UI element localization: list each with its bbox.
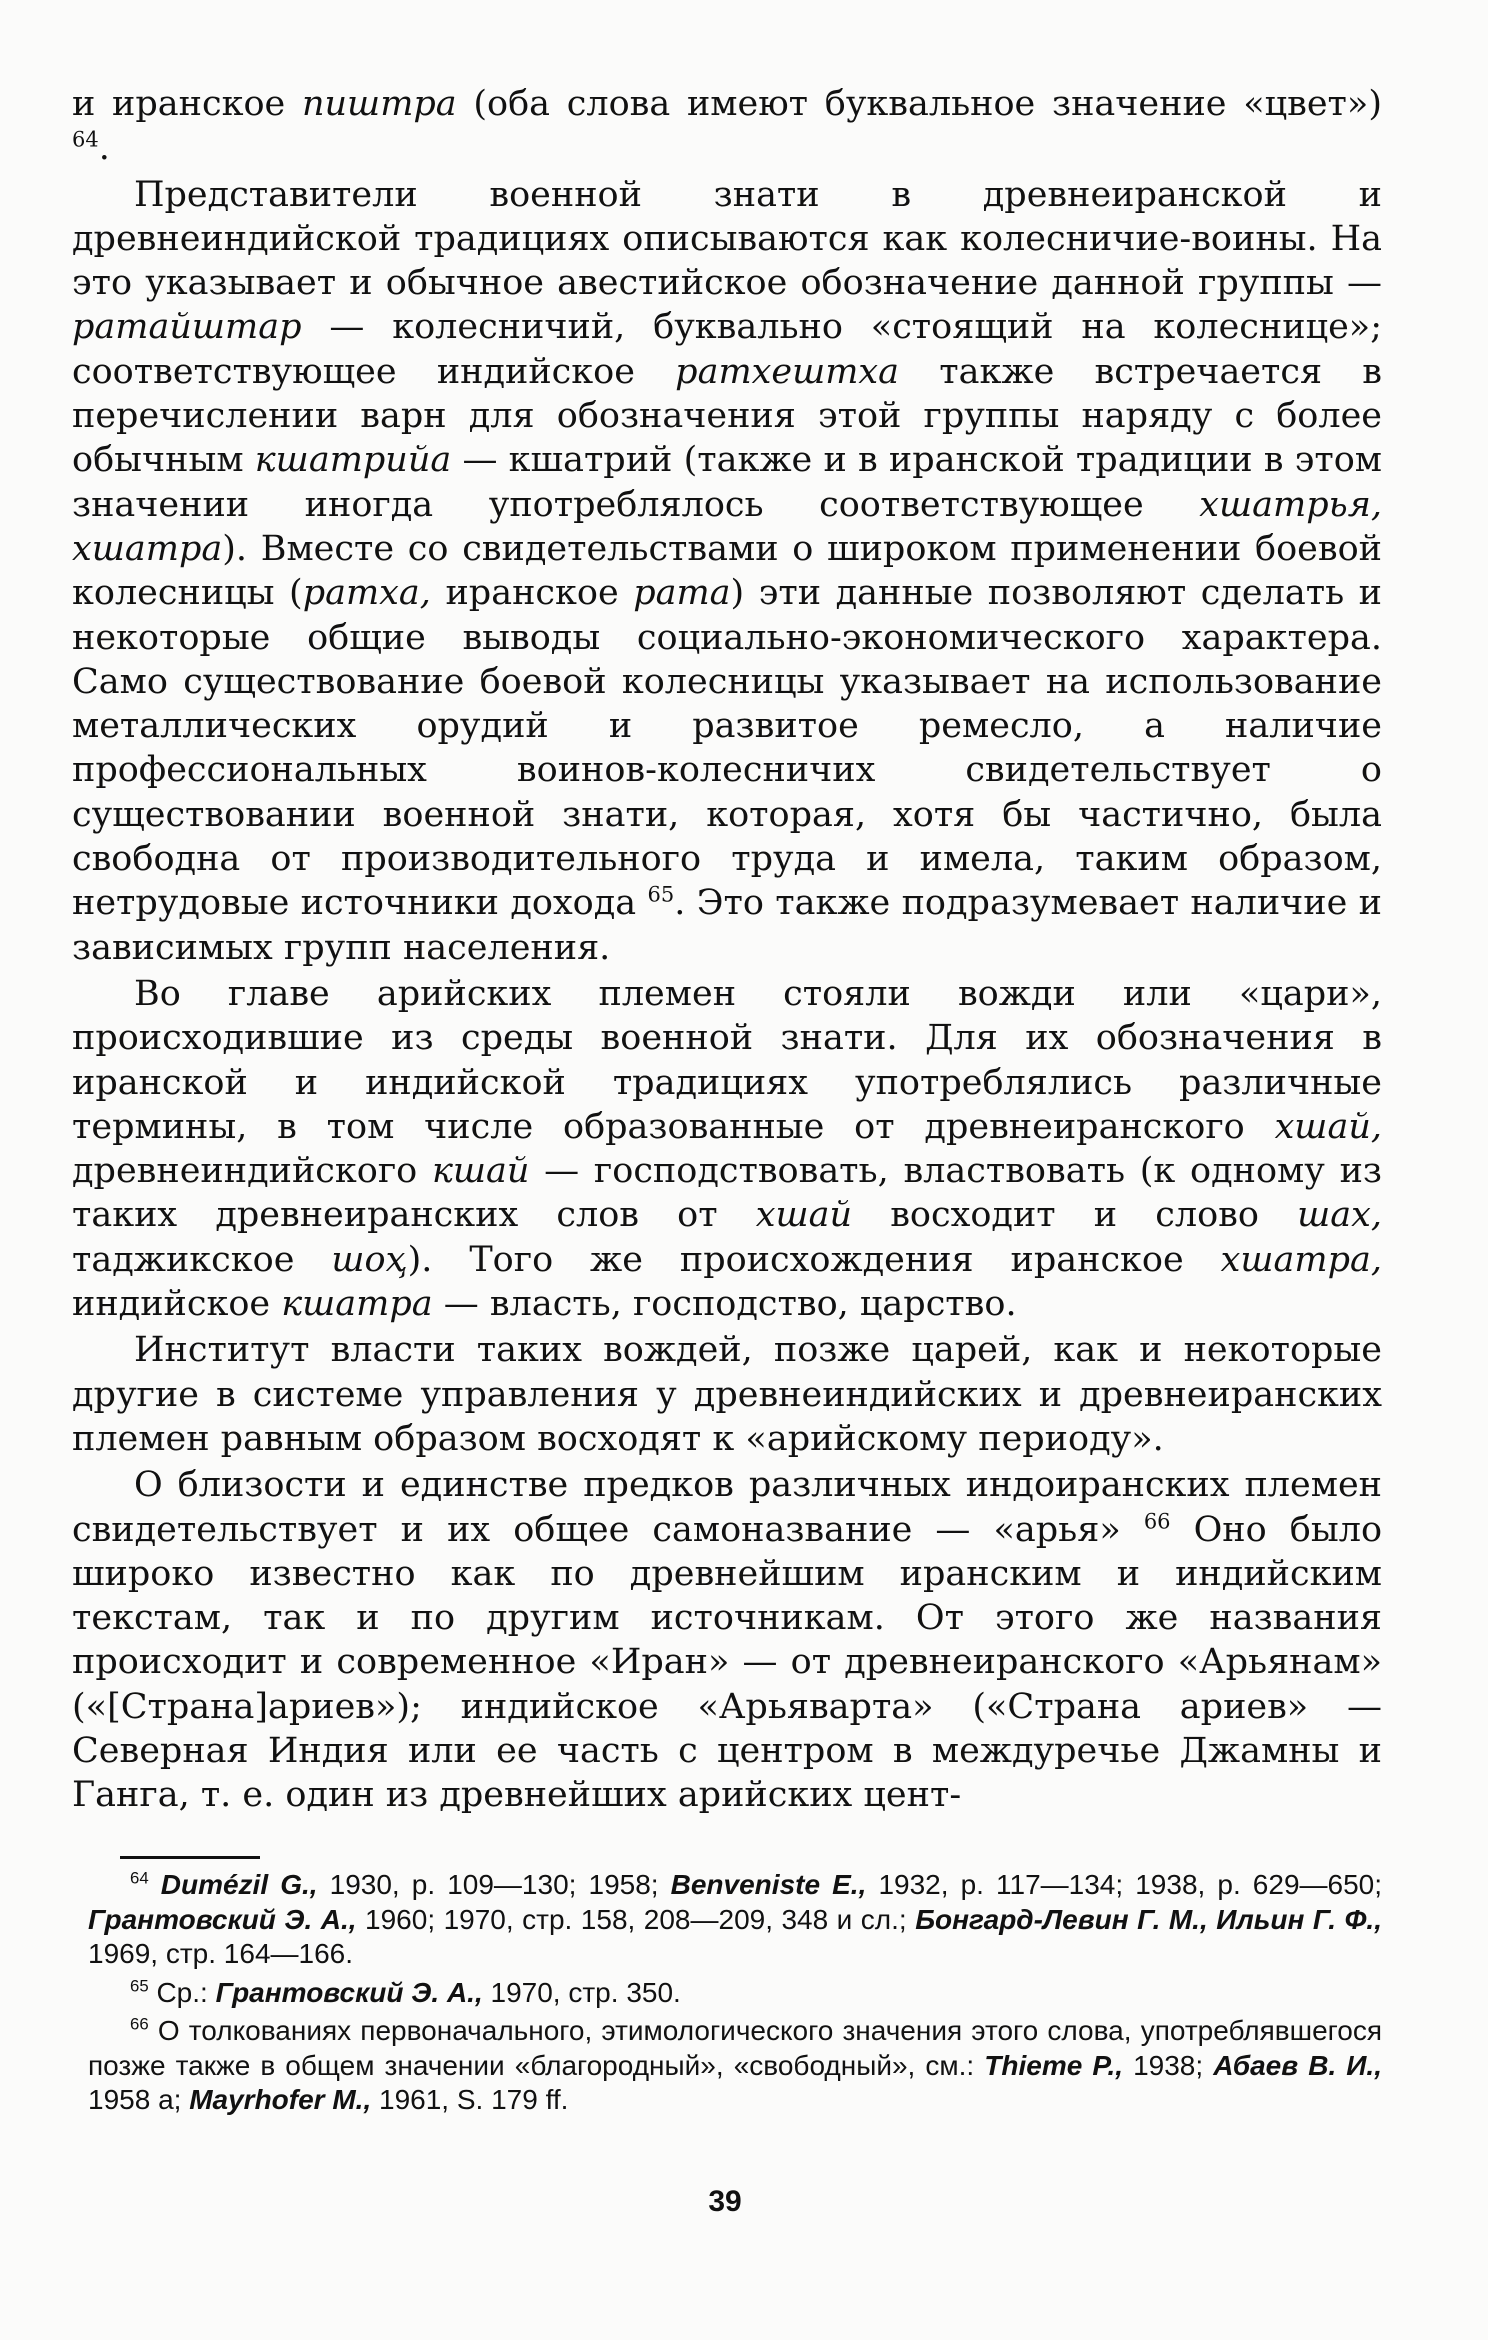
- footnote: [88, 2014, 1382, 2118]
- main-text: [72, 82, 1382, 1820]
- italic-term: Грантовский Э. А.,: [215, 1976, 483, 2008]
- text-run: Представители военной знати в древнеиранской и древнеиндийской традициях описываются как колесничие-воины. На это указывает и обычное авестийское обозначение данной группы —: [72, 174, 1382, 304]
- text-run: 1958 а;: [88, 2084, 190, 2115]
- footnote-divider: [120, 1856, 260, 1859]
- italic-term: Бонгард-Левин Г. М., Ильин Г. Ф.,: [915, 1903, 1382, 1935]
- italic-term: рата: [633, 573, 731, 614]
- italic-term: Benveniste E.,: [670, 1869, 867, 1900]
- footnote: [88, 1976, 1382, 2011]
- italic-term: кшатрийа: [254, 440, 452, 481]
- italic-term: хшай,: [1274, 1106, 1382, 1147]
- italic-term: Грантовский Э. А.,: [88, 1903, 357, 1935]
- text-run: (оба слова имеют буквальное значение «цвет»): [456, 84, 1382, 124]
- page-number: 39: [708, 2185, 742, 2218]
- text-run: также встречается в перечислении варн для обозначения этой группы наряду с более обычным: [72, 351, 1382, 481]
- text-run: 1930, p. 109—130; 1958;: [317, 1869, 671, 1900]
- italic-term: Mayrhofer M.,: [189, 2084, 372, 2115]
- footnote-ref: 64: [130, 1868, 149, 1888]
- text-run: 1961, S. 179 ff.: [371, 2084, 569, 2115]
- text-run: 1960; 1970, стр. 158, 208—209, 348 и сл.;: [356, 1903, 916, 1935]
- text-run: . Это также подразумевает наличие и зависимых групп населения.: [72, 883, 1383, 968]
- italic-term: Dumézil G.,: [160, 1869, 318, 1900]
- text-run: древнеиндийского: [72, 1151, 432, 1192]
- text-run: ) эти данные позволяют сделать и некоторые общие выводы социально-экономического характера. Само существование боевой колесницы указывает на использование металлических орудий и развитое ремесло, а наличие профессиональных воинов-колесничих свидетельствует о существовании военной знати, которая, хотя бы частично, была свободна от производительного труда и имела, таким образом, нетрудовые источники дохода: [72, 573, 1382, 924]
- text-run: Оно было широко известно как по древнейшим иранским и индийским текстам, так и по другим источникам. От этого же названия происходит и современное «Иран» — от древнеиранского «Арьянам» («[Страна]ариев»); индийское «Арьяварта» («Страна ариев» — Северная Индия или ее часть с центром в междуречье Джамны и Ганга, т. е. один из древнейших арийских цент-: [72, 1509, 1383, 1816]
- paragraph: [72, 972, 1382, 1326]
- text-run: Институт власти таких вождей, позже царей, как и некоторые другие в системе управления у древнеиндийских и древнеиранских племен равным образом восходят к «арийскому периоду».: [72, 1330, 1382, 1459]
- italic-term: кшатра: [281, 1284, 433, 1325]
- text-run: — колесничий, буквально «стоящий на колеснице»; соответствующее индийское: [72, 307, 1382, 392]
- italic-term: ратха,: [302, 573, 431, 614]
- text-run: индийское: [72, 1284, 282, 1325]
- italic-term: хшатрья, хшатра: [72, 484, 1382, 569]
- text-run: таджикское: [72, 1239, 332, 1280]
- footnote: [88, 1868, 1382, 1972]
- italic-term: шоҳ: [331, 1239, 408, 1280]
- italic-term: Thieme P.,: [984, 2049, 1124, 2081]
- paragraph: [72, 1328, 1382, 1461]
- italic-term: ратайштар: [72, 307, 302, 348]
- paragraph: [72, 82, 1382, 171]
- text-run: Ср.:: [148, 1976, 216, 2008]
- paragraph: [72, 173, 1382, 970]
- italic-term: хшатра,: [1220, 1239, 1382, 1280]
- footnote-ref: 64: [72, 127, 99, 152]
- text-run: 1969, стр. 164—166.: [88, 1938, 354, 1969]
- text-run: 1970, стр. 350.: [482, 1976, 681, 2008]
- text-run: О толкованиях первоначального, этимологического значения этого слова, употреблявшегося позже также в общем значении «благородный», «свободный», см.:: [88, 2015, 1382, 2081]
- italic-term: Абаев В. И.,: [1213, 2049, 1382, 2081]
- italic-term: шах,: [1297, 1195, 1382, 1236]
- text-run: — кшатрий (также и в иранской традиции в этом значении иногда употреблялось соответствующее: [72, 440, 1382, 525]
- italic-term: пиштра: [301, 84, 457, 124]
- footnote-ref: 66: [1143, 1508, 1171, 1533]
- text-run: Во главе арийских племен стояли вожди или «цари», происходившие из среды военной знати. Для их обозначения в иранской и индийской традициях употреблялись различные термины, в том числе образованные от древнеиранского: [72, 973, 1382, 1147]
- footnotes: [88, 1868, 1382, 2122]
- footnote-ref: 66: [130, 2014, 149, 2034]
- text-run: — власть, господство, царство.: [432, 1284, 1017, 1325]
- text-run: иранское: [430, 573, 634, 614]
- italic-term: хшай: [755, 1195, 853, 1236]
- text-run: [149, 1869, 161, 1900]
- text-run: ). Вместе со свидетельствами о широком применении боевой колесницы (: [72, 528, 1382, 614]
- footnote-ref: 65: [647, 882, 675, 907]
- paragraph: [72, 1463, 1382, 1817]
- text-run: восходит и слово: [852, 1195, 1298, 1236]
- italic-term: кшай: [431, 1151, 530, 1192]
- text-run: .: [98, 128, 110, 169]
- footnote-ref: 65: [130, 1976, 149, 1996]
- text-run: ). Того же происхождения иранское: [407, 1239, 1221, 1280]
- text-run: — господствовать, властвовать (к одному из таких древнеиранских слов от: [72, 1151, 1382, 1236]
- text-run: и иранское: [72, 84, 302, 124]
- text-run: О близости и единстве предков различных индоиранских племен свидетельствует и их общее самоназвание — «арья»: [72, 1465, 1382, 1550]
- text-run: 1938;: [1123, 2049, 1214, 2081]
- text-run: 1932, p. 117—134; 1938, p. 629—650;: [866, 1869, 1383, 1900]
- italic-term: ратхештха: [675, 351, 900, 392]
